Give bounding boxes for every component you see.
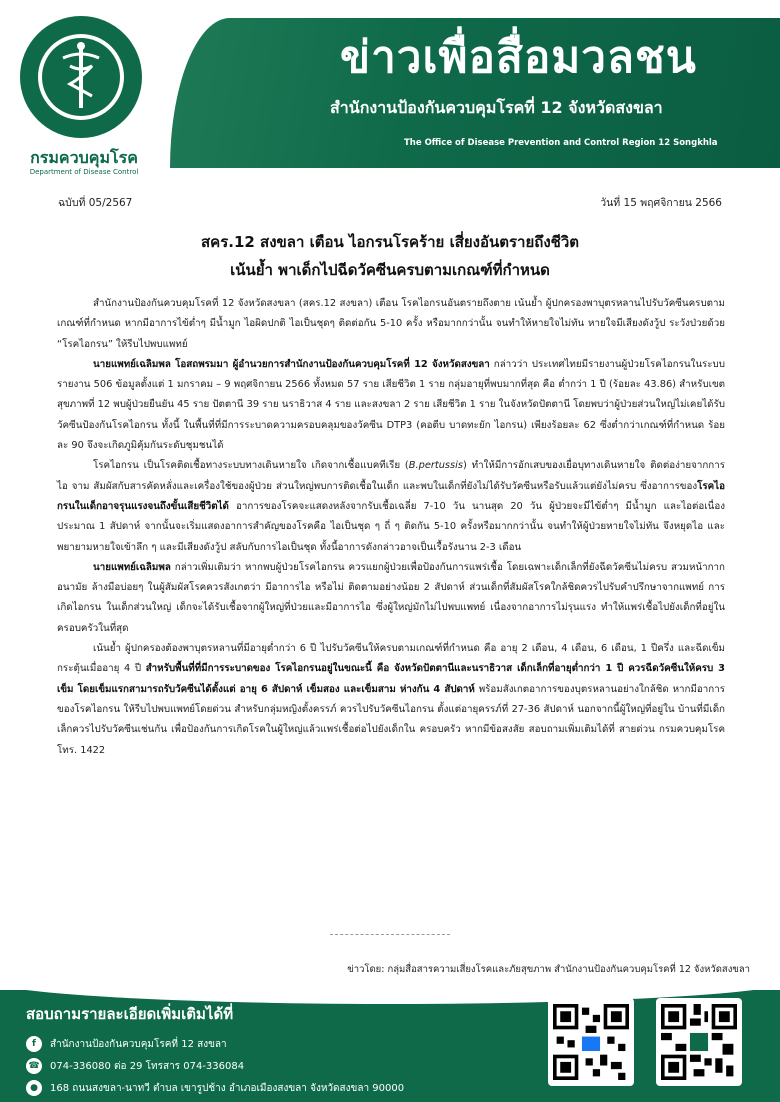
bacteria-species: B.pertussis: [408, 460, 463, 472]
paragraph-5: [57, 639, 725, 761]
office-name-english: The Office of Disease Prevention and Control Region 12 Songkhla: [404, 138, 718, 148]
qr-code-icon: [661, 1003, 737, 1081]
paragraph-1-text: สำนักงานป้องกันควบคุมโรคที่ 12 จังหวัดสงขลา (สคร.12 สงขลา) เตือน โรคไอกรนอันตรายถึงตาย เน้นย้ำ ผู้ปกครองพาบุตรหลานไปรับวัคซีนครบตามเกณฑ์ที่กำหนด หากมีอาการไข้ต่ำๆ มีน้ำมูก ไอผิดปกติ ไอเป็นชุดๆ ติดต่อกัน 5-10 ครั้ง หรือมากกว่านั้น จนทำให้หายใจไม่ทัน หายใจมีเสียงดังวู้ป ระวังป่วยด้วย “โรคไอกรน” ให้รีบไปพบแพทย์: [57, 298, 725, 350]
issue-date: วันที่ 15 พฤศจิกายน 2566: [600, 197, 722, 209]
location-icon: ●: [26, 1080, 42, 1096]
paragraph-2: [57, 355, 725, 456]
paragraph-3-emphasis: โรคไอกรนในเด็กอาจรุนแรงจนถึงขั้นเสียชีวิตได้: [57, 480, 725, 512]
qr-code-icon: [553, 1003, 629, 1081]
director-name: นายแพทย์เฉลิมพล โอสถพรมมา ผู้อำนวยการสำนักงานป้องกันควบคุมโรคที่ 12 จังหวัดสงขลา: [93, 358, 490, 370]
article-body: [57, 294, 725, 761]
news-credit: ข่าวโดย: กลุ่มสื่อสารความเสี่ยงโรคและภัยสุขภาพ สำนักงานป้องกันควบคุมโรคที่ 12 จังหวัดสงขลา: [347, 964, 750, 975]
paragraph-5-text-a: เน้นย้ำ ผู้ปกครองต้องพาบุตรหลานที่มีอายุต่ำกว่า 6 ปี ไปรับวัคซีนให้ครบตามเกณฑ์ที่กำหนด คือ อายุ 2 เดือน, 4 เดือน, 6 เดือน, 1 ปีครึ่ง และฉีดเข็มกระตุ้นเมื่ออายุ 4 ปี: [57, 643, 725, 675]
qr-code-facebook[interactable]: [548, 998, 634, 1086]
department-name-english: Department of Disease Control: [29, 168, 139, 176]
ministry-seal-icon: [18, 14, 144, 140]
headline-line-1: สคร.12 สงขลา เตือน ไอกรนโรคร้าย เสี่ยงอันตรายถึงชีวิต: [201, 233, 579, 251]
page-footer: [0, 990, 780, 1102]
paragraph-4-text: กล่าวเพิ่มเติมว่า หากพบผู้ป่วยโรคไอกรน ควรแยกผู้ป่วยเพื่อป้องกันการแพร่เชื้อ โดยเฉพาะเด็กเล็กที่ยังฉีดวัคซีนไม่ครบ สวมหน้ากากอนามัย ล้างมือบ่อยๆ ในผู้สัมผัสโรคควรสังเกตว่า มีอาการไอ หรือไม่ ติดตามอย่างน้อย 2 สัปดาห์ ส่วนเด็กที่สัมผัสโรคใกล้ชิดควรไปรับคำปรึกษาจากแพทย์ การเกิดไอกรน ในเด็กส่วนใหญ่ เด็กจะได้รับเชื้อจากผู้ใหญ่ที่ป่วยและมีอาการไอ ซึ่งผู้ใหญ่มักไม่ไปพบแพทย์ เนื่องจากอาการไม่รุนแรง ทำให้แพร่เชื้อไปยังเด็กที่อยู่ในครอบครัวในที่สุด: [57, 561, 725, 634]
office-address: 168 ถนนสงขลา-นาทวี ตำบล เขารูปช้าง อำเภอเมืองสงขลา จังหวัดสงขลา 90000: [50, 1082, 405, 1094]
director-name-short: นายแพทย์เฉลิมพล: [93, 561, 171, 573]
facebook-icon: f: [26, 1036, 42, 1052]
paragraph-2-text: กล่าวว่า ประเทศไทยมีรายงานผู้ป่วยโรคไอกรนในระบบรายงาน 506 ข้อมูลตั้งแต่ 1 มกราคม – 9 พฤศจิกายน 2566 ทั้งหมด 57 ราย เสียชีวิต 1 ราย กลุ่มอายุที่พบมากที่สุด คือ ต่ำกว่า 1 ปี (ร้อยละ 43.86) สำหรับเขตสุขภาพที่ 12 พบผู้ป่วยยืนยัน 45 ราย ปัตตานี 39 ราย นราธิวาส 4 ราย และสงขลา 2 ราย เสียชีวิต 1 ราย ในจังหวัดปัตตานี โดยพบว่าผู้ป่วยส่วนใหญ่ไม่เคยได้รับวัคซีนป้องกันโรคไอกรน ทั้งนี้ ในพื้นที่ที่มีการระบาดความครอบคลุมของวัคซีน DTP3 (คอตีบ บาดทะยัก ไอกรน) เพียงร้อยละ 62 ซึ่งต่ำกว่าเกณฑ์ที่กำหนด ร้อยละ 90 จึงจะเกิดภูมิคุ้มกันระดับชุมชนได้: [57, 358, 725, 452]
department-name-thai: กรมควบคุมโรค: [30, 148, 138, 167]
page-header: [0, 0, 780, 188]
paragraph-5-emphasis: สำหรับพื้นที่ที่มีการระบาดของ โรคไอกรนอยู่ในขณะนี้ คือ จังหวัดปัตตานีและนราธิวาส เด็กเล็กที่อายุต่ำกว่า 1 ปี ควรฉีดวัคซีนให้ครบ 3 เข็ม โดยเข็มแรกสามารถรับวัคซีนได้ตั้งแต่ อายุ 6 สัปดาห์ เข็มสอง และเข็มสาม ห่างกัน 4 สัปดาห์: [57, 663, 725, 695]
facebook-page-name: สำนักงานป้องกันควบคุมโรคที่ 12 สงขลา: [50, 1038, 227, 1050]
issue-number: ฉบับที่ 05/2567: [58, 197, 133, 209]
office-name-thai: สำนักงานป้องกันควบคุมโรคที่ 12 จังหวัดสงขลา: [330, 98, 663, 117]
headline-line-2: เน้นย้ำ พาเด็กไปฉีดวัคซีนครบตามเกณฑ์ที่กำหนด: [230, 261, 550, 279]
address-contact: [26, 1080, 404, 1096]
phone-contact[interactable]: [26, 1058, 244, 1074]
paragraph-3-text-a: โรคไอกรน เป็นโรคติดเชื้อทางระบบทางเดินหายใจ เกิดจากเชื้อแบคทีเรีย (: [93, 460, 409, 472]
contact-heading: สอบถามรายละเอียดเพิ่มเติมได้ที่: [26, 1005, 234, 1023]
paragraph-3-text-c: อาการของโรคจะแสดงหลังจากรับเชื้อเฉลี่ย 7-10 วัน นานสุด 20 วัน ผู้ป่วยจะมีไข้ต่ำๆ มีน้ำมูก และไอต่อเนื่องประมาณ 1 สัปดาห์ จากนั้นจะเริ่มแสดงอาการสำคัญของโรคคือ ไอเป็นชุด ๆ ถี่ ๆ ติดกัน 5-10 ครั้งหรือมากกว่านั้น จนทำให้ผู้ป่วยหายใจไม่ทัน จึงหยุดไอ และพยายามหายใจเข้าลึก ๆ และมีเสียงดังวู้ป สลับกับการไอเป็นชุด ทั้งนี้อาการดังกล่าวอาจเป็นเรื้อรังนาน 2-3 เดือน: [57, 500, 725, 553]
facebook-contact[interactable]: [26, 1036, 227, 1052]
phone-icon: ☎: [26, 1058, 42, 1074]
phone-number: 074-336080 ต่อ 29 โทรสาร 074-336084: [50, 1060, 245, 1072]
qr-code-website[interactable]: [656, 998, 742, 1086]
ministry-logo: [18, 14, 144, 140]
paragraph-4: [57, 558, 725, 639]
paragraph-5-text-c: พร้อมสังเกตอาการของบุตรหลานอย่างใกล้ชิด หากมีอาการของโรคไอกรน ให้รีบไปพบแพทย์โดยด่วน สำหรับกลุ่มหญิงตั้งครรภ์ ควรไปรับวัคซีนไอกรน ตั้งแต่อายุครรภ์ที่ 27-36 สัปดาห์ นอกจากนี้ผู้ใหญ่ที่อยู่ใน บ้านที่มีเด็กเล็กควรไปรับวัคซีนเช่นกัน เพื่อป้องกันการเกิดโรคในผู้ใหญ่แล้วแพร่เชื้อต่อไปยังเด็กใน ครอบครัว หากมีข้อสงสัย สอบถามเพิ่มเติมได้ที่ สายด่วน กรมควบคุมโรค โทร. 1422: [57, 683, 725, 756]
paragraph-3: [57, 456, 725, 557]
paragraph-3-text-b: ) ทำให้มีการอักเสบของเยื่อบุทางเดินหายใจ ติดต่อง่ายจากการไอ จาม สัมผัสกับสารคัดหลั่งและเครื่องใช้ของผู้ป่วย ส่วนใหญ่พบการติดเชื้อในเด็ก และพบในเด็กที่ยังไม่ได้รับวัคซีนหรือรับแล้วแต่ยังไม่ครบ ซึ่งอาการของ: [57, 460, 725, 492]
press-release-title: ข่าวเพื่อสื่อมวลชน: [340, 32, 697, 83]
divider: [330, 934, 450, 935]
paragraph-1: [57, 294, 725, 355]
